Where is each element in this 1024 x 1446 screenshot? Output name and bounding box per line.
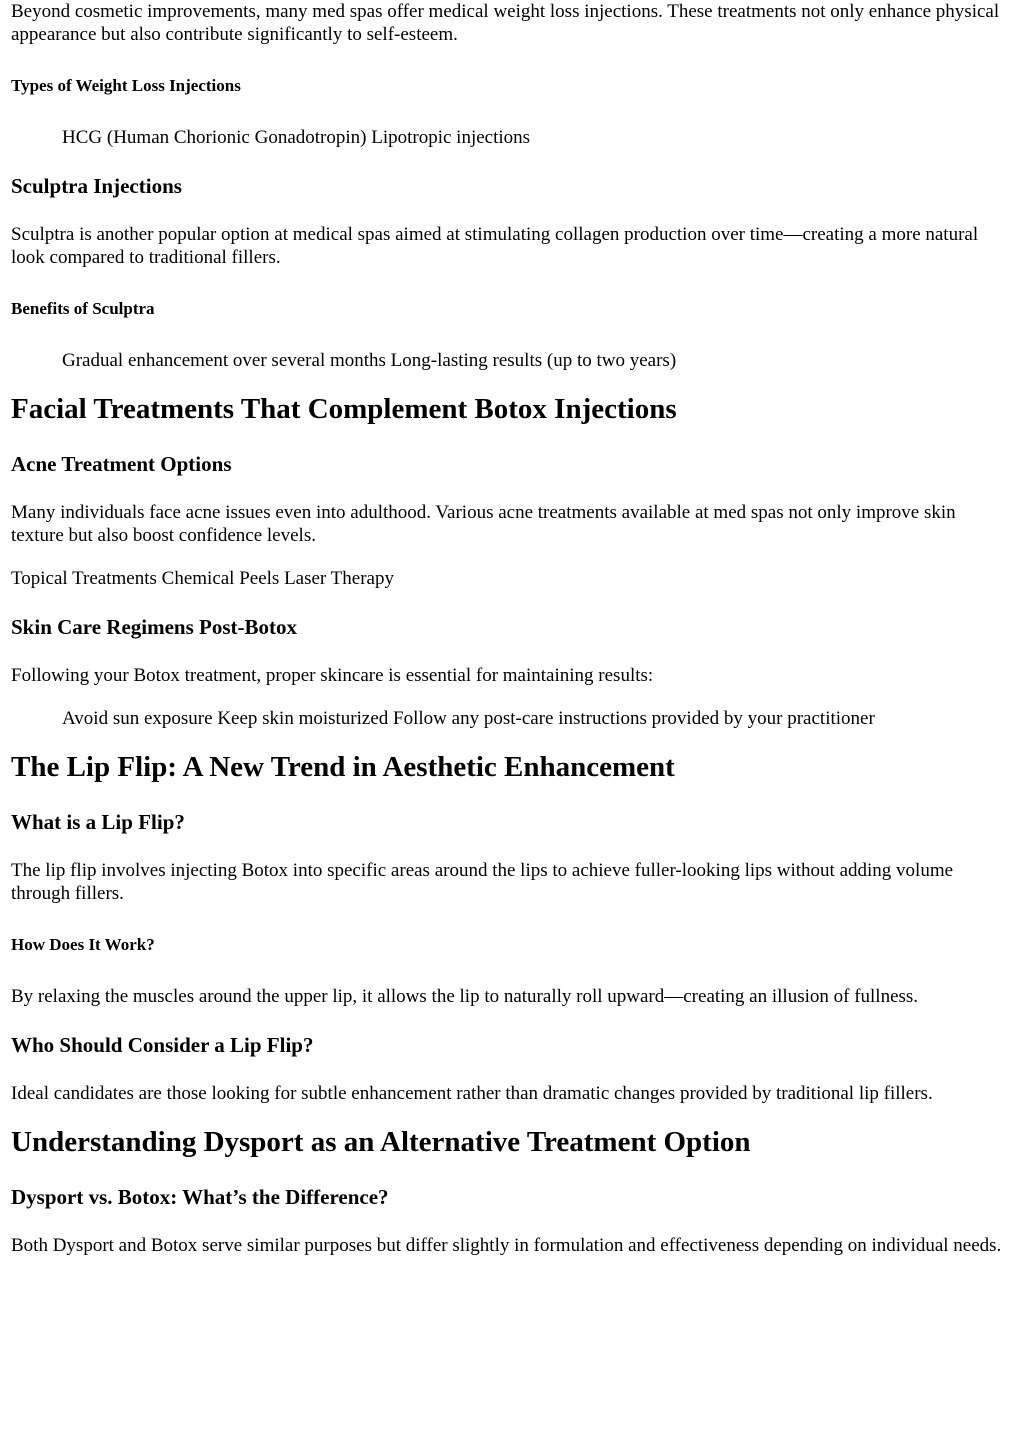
sculptra-benefits-heading: Benefits of Sculptra: [11, 299, 155, 318]
acne-list: Topical Treatments Chemical Peels Laser Therapy: [11, 568, 394, 589]
lip-flip-heading: The Lip Flip: A New Trend in Aesthetic Enhancement: [11, 751, 675, 783]
intro-paragraph: Beyond cosmetic improvements, many med spas offer medical weight loss injections. These treatments not only enhance physical appearance but also contribute significantly to self-esteem.: [11, 1, 1000, 45]
dysport-heading: Understanding Dysport as an Alternative Treatment Option: [11, 1126, 751, 1158]
skin-care-heading: Skin Care Regimens Post-Botox: [11, 615, 298, 639]
skin-care-paragraph: Following your Botox treatment, proper skincare is essential for maintaining results:: [11, 665, 654, 686]
who-should-consider-heading: Who Should Consider a Lip Flip?: [11, 1033, 314, 1057]
acne-heading: Acne Treatment Options: [11, 452, 232, 476]
dysport-vs-botox-paragraph: Both Dysport and Botox serve similar purposes but differ slightly in formulation and effectiveness depending on individual needs.: [11, 1235, 1002, 1256]
sculptra-paragraph: Sculptra is another popular option at medical spas aimed at stimulating collagen production over time—creating a more natural look compared to traditional fillers.: [11, 224, 979, 268]
facial-treatments-heading: Facial Treatments That Complement Botox Injections: [11, 393, 677, 425]
weight-loss-types-heading: Types of Weight Loss Injections: [11, 76, 241, 95]
acne-paragraph: Many individuals face acne issues even into adulthood. Various acne treatments available at med spas not only improve skin texture but also boost confidence levels.: [11, 502, 956, 546]
who-should-consider-paragraph: Ideal candidates are those looking for subtle enhancement rather than dramatic changes provided by traditional lip fillers.: [11, 1083, 933, 1104]
weight-loss-types-list: HCG (Human Chorionic Gonadotropin) Lipotropic injections: [62, 127, 531, 148]
what-is-lip-flip-heading: What is a Lip Flip?: [11, 810, 185, 834]
dysport-vs-botox-heading: Dysport vs. Botox: What’s the Difference?: [11, 1185, 389, 1209]
sculptra-heading: Sculptra Injections: [11, 174, 182, 198]
skin-care-list: Avoid sun exposure Keep skin moisturized Follow any post-care instructions provided by your practitioner: [62, 708, 875, 729]
sculptra-benefits-list: Gradual enhancement over several months Long-lasting results (up to two years): [62, 350, 677, 371]
how-it-works-heading: How Does It Work?: [11, 935, 155, 954]
what-is-lip-flip-paragraph: The lip flip involves injecting Botox into specific areas around the lips to achieve fuller-looking lips without adding volume through fillers.: [11, 860, 954, 904]
how-it-works-paragraph: By relaxing the muscles around the upper lip, it allows the lip to naturally roll upward—creating an illusion of fullness.: [11, 986, 919, 1007]
